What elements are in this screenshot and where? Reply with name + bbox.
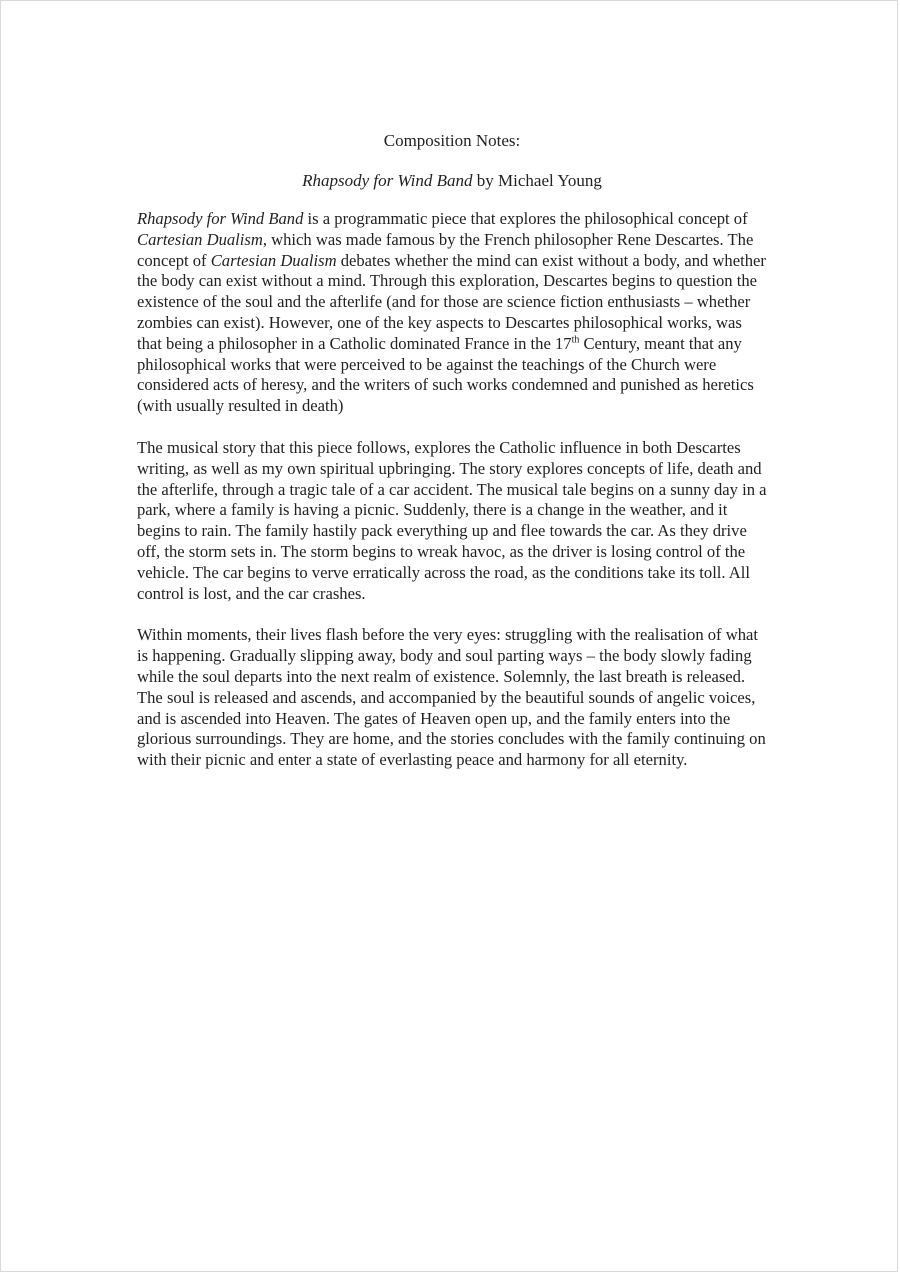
body-paragraph — [137, 438, 767, 604]
body-paragraph — [137, 625, 767, 771]
paragraph-text: is a programmatic piece that explores the philosophical concept of — [303, 209, 748, 228]
body-paragraph — [137, 209, 767, 417]
italic-text: Rhapsody for Wind Band — [137, 209, 304, 228]
piece-title: Rhapsody for Wind Band — [302, 171, 473, 190]
italic-text: Cartesian Dualism — [210, 250, 337, 270]
document-content — [137, 130, 767, 771]
italic-text: Cartesian Dualism — [137, 229, 263, 249]
piece-title-line — [137, 170, 767, 192]
paragraph-text: , which was made famous by the French philosopher Rene Descartes. The concept of — [137, 229, 754, 270]
superscript-text: th — [571, 334, 580, 346]
paragraph-text: Century, meant that any philosophical works that were perceived to be against the teachings of the Church were considered acts of heresy, and the writers of such works condemned and punished as heretics (with usually resulted in death) — [137, 333, 754, 416]
document-heading: Composition Notes: — [383, 131, 521, 150]
piece-composer: by Michael Young — [472, 171, 602, 190]
paragraph-text: The musical story that this piece follows, explores the Catholic influence in both Descartes writing, as well as my own spiritual upbringing. The story explores concepts of life, death and the afterlife, through a tragic tale of a car accident. The musical tale begins on a sunny day in a park, where a family is having a picnic. Suddenly, there is a change in the weather, and it begins to rain. The family hastily pack everything up and flee towards the car. As they drive off, the storm sets in. The storm begins to wreak havoc, as the driver is losing control of the vehicle. The car begins to verve erratically across the road, as the conditions take its toll. All control is lost, and the car crashes. — [137, 437, 767, 603]
paragraphs-container — [137, 209, 767, 771]
paragraph-text: debates whether the mind can exist without a body, and whether the body can exist without a mind. Through this exploration, Descartes begins to question the existence of the soul and the afterlife (and for those are science fiction enthusiasts – whether zombies can exist). However, one of the key aspects to Descartes philosophical works, was that being a philosopher in a Catholic dominated France in the 17 — [137, 250, 766, 353]
paragraph-text: Within moments, their lives flash before the very eyes: struggling with the realisation of what is happening. Gradually slipping away, body and soul parting ways – the body slowly fading while the soul departs into the next realm of existence. Solemnly, the last breath is released. The soul is released and ascends, and accompanied by the beautiful sounds of angelic voices, and is ascended into Heaven. The gates of Heaven open up, and the family enters into the glorious surroundings. They are home, and the stories concludes with the family continuing on with their picnic and enter a state of everlasting peace and harmony for all eternity. — [137, 625, 766, 770]
